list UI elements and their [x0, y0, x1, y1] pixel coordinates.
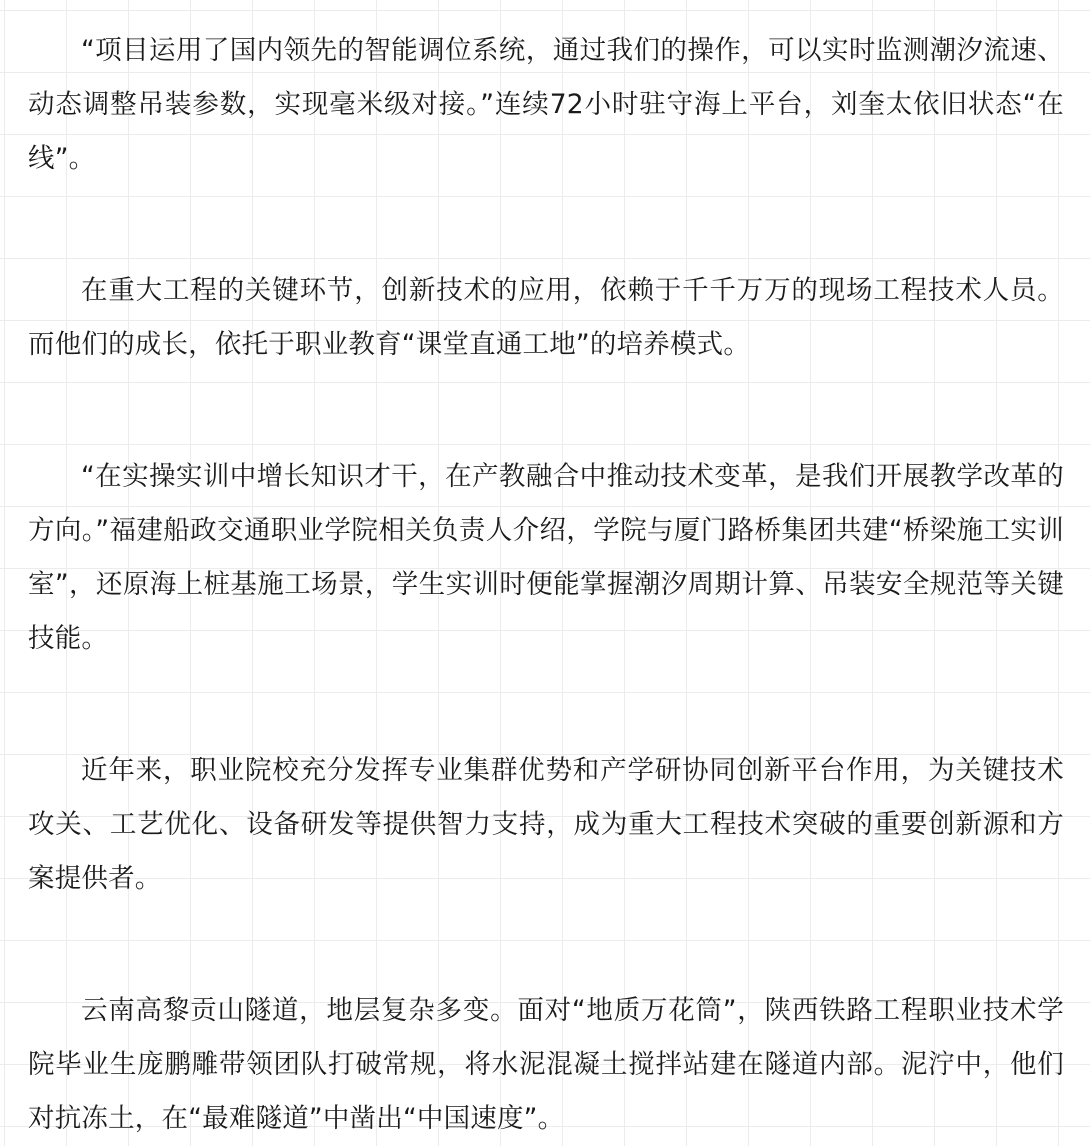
- article-body: [28, 24, 1064, 1146]
- paragraph-1: “项目运用了国内领先的智能调位系统，通过我们的操作，可以实时监测潮汐流速、动态调整吊装参数，实现毫米级对接。”连续72小时驻守海上平台，刘奎太依旧状态“在线”。: [28, 35, 1064, 174]
- paragraph-5: 云南高黎贡山隧道，地层复杂多变。面对“地质万花筒”，陕西铁路工程职业技术学院毕业生庞鹏雕带领团队打破常规，将水泥混凝土搅拌站建在隧道内部。泥泞中，他们对抗冻土，在“最难隧道”中凿出“中国速度”。: [28, 995, 1064, 1134]
- paragraph-3: “在实操实训中增长知识才干，在产教融合中推动技术变革，是我们开展教学改革的方向。”福建船政交通职业学院相关负责人介绍，学院与厦门路桥集团共建“桥梁施工实训室”，还原海上桩基施工场景，学生实训时便能掌握潮汐周期计算、吊装安全规范等关键技能。: [28, 461, 1064, 654]
- paragraph-4: 近年来，职业院校充分发挥专业集群优势和产学研协同创新平台作用，为关键技术攻关、工艺优化、设备研发等提供智力支持，成为重大工程技术突破的重要创新源和方案提供者。: [28, 755, 1064, 894]
- paragraph-2: 在重大工程的关键环节，创新技术的应用，依赖于千千万万的现场工程技术人员。而他们的成长，依托于职业教育“课堂直通工地”的培养模式。: [28, 275, 1064, 360]
